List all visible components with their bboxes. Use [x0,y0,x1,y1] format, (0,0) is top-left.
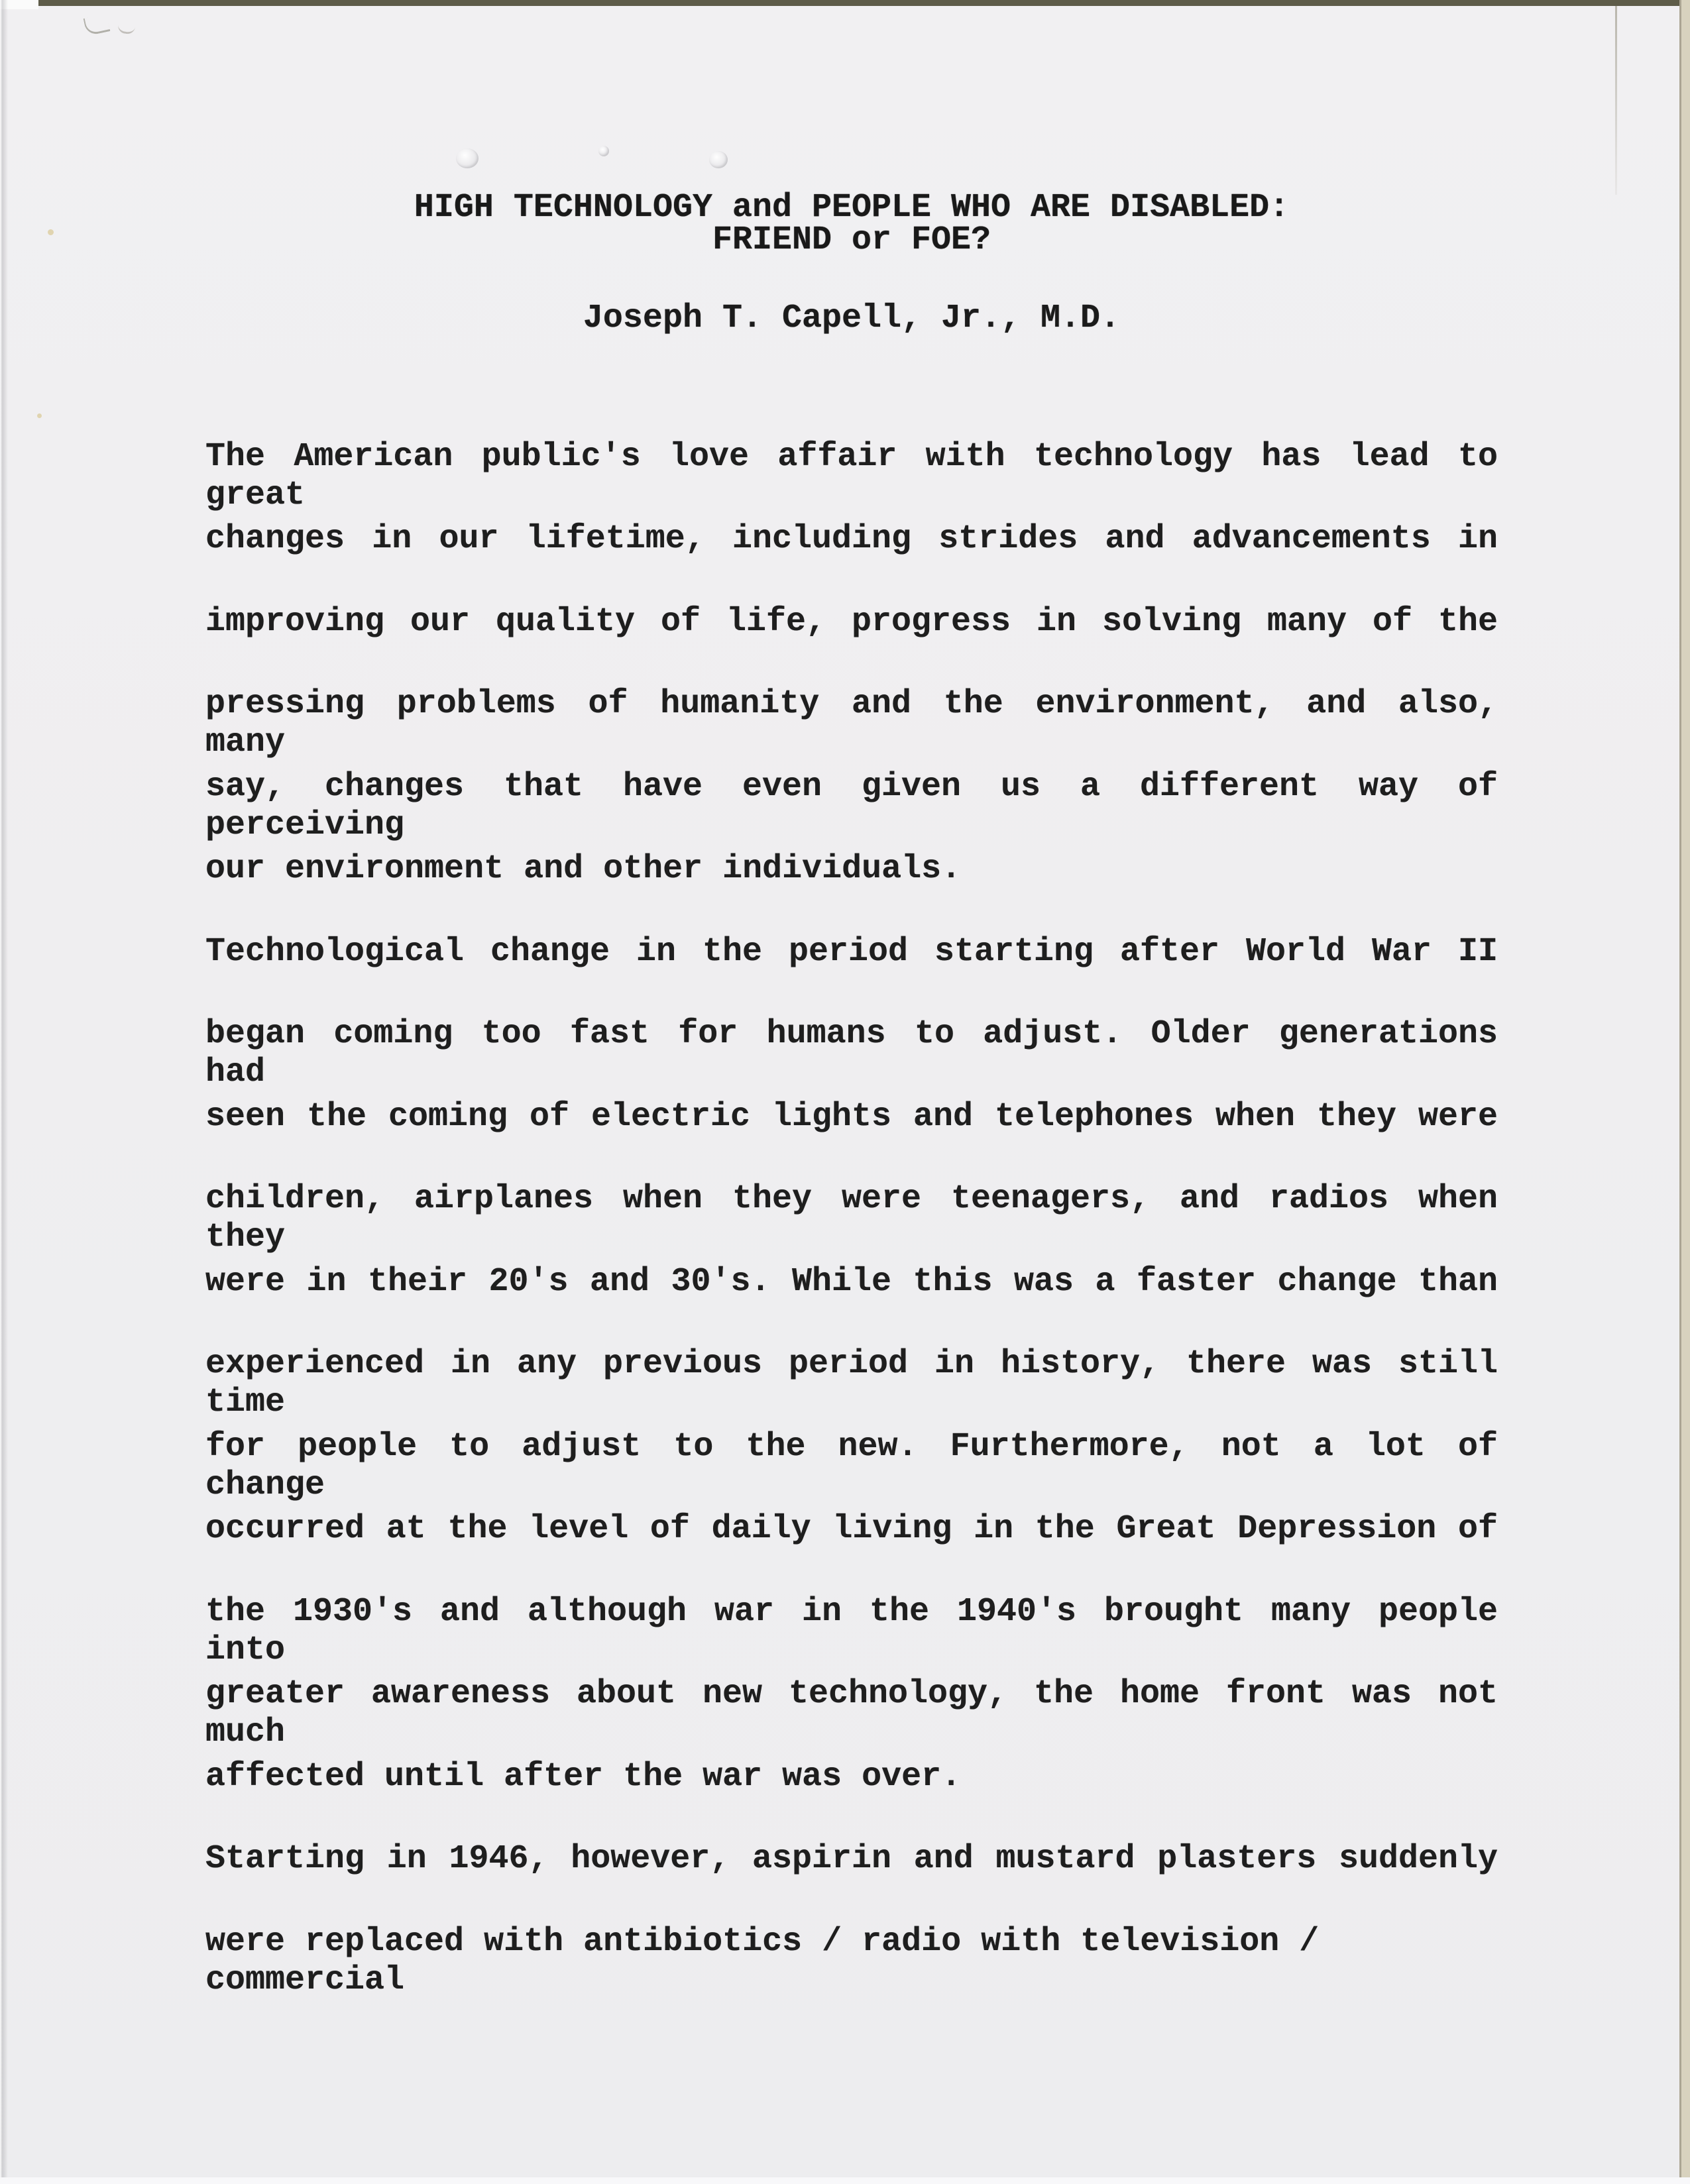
body-line: were replaced with antibiotics / radio with television / commercial [205,1922,1320,1999]
page-edge-left [0,0,8,2184]
body-line: greater awareness about new technology, the home front was not much [205,1675,1498,1751]
document-title-line-1: HIGH TECHNOLOGY and PEOPLE WHO ARE DISABLED: [414,189,1290,227]
paper-crease [1615,6,1617,195]
body-line: The American public's love affair with technology has lead to great [205,437,1498,514]
body-line: were in their 20's and 30's. While this was a faster change than [205,1262,1498,1301]
body-line: pressing problems of humanity and the environment, and also, many [205,685,1498,761]
body-line: Technological change in the period starting after World War II [205,932,1498,971]
body-line: changes in our lifetime, including strides and advancements in [205,520,1498,558]
body-line: experienced in any previous period in history, there was still time [205,1345,1498,1421]
document-author: Joseph T. Capell, Jr., M.D. [583,300,1121,337]
body-line: our environment and other individuals. [205,850,962,888]
body-line: the 1930's and although war in the 1940's brought many people into [205,1592,1498,1669]
body-line: Starting in 1946, however, aspirin and mustard plasters suddenly [205,1840,1498,1878]
paper-speck [37,413,42,418]
document-title-line-2: FRIEND or FOE? [712,221,991,259]
body-line: children, airplanes when they were teenagers, and radios when they [205,1180,1498,1256]
body-line: seen the coming of electric lights and telephones when they were [205,1097,1498,1136]
staple-mark [84,14,111,36]
page-edge-right [1679,0,1681,2184]
body-line: affected until after the war was over. [205,1757,962,1796]
body-line: say, changes that have even given us a different way of perceiving [205,767,1498,844]
scan-margin-right [1680,0,1690,2184]
staple-mark [117,19,137,34]
body-line: for people to adjust to the new. Furthermore, not a lot of change [205,1427,1498,1504]
text-column [205,0,1498,2184]
body-line: improving our quality of life, progress in solving many of the [205,602,1498,641]
paper-speck [48,229,54,235]
body-line: began coming too fast for humans to adjust. Older generations had [205,1015,1498,1091]
body-line: occurred at the level of daily living in the Great Depression of [205,1510,1498,1548]
